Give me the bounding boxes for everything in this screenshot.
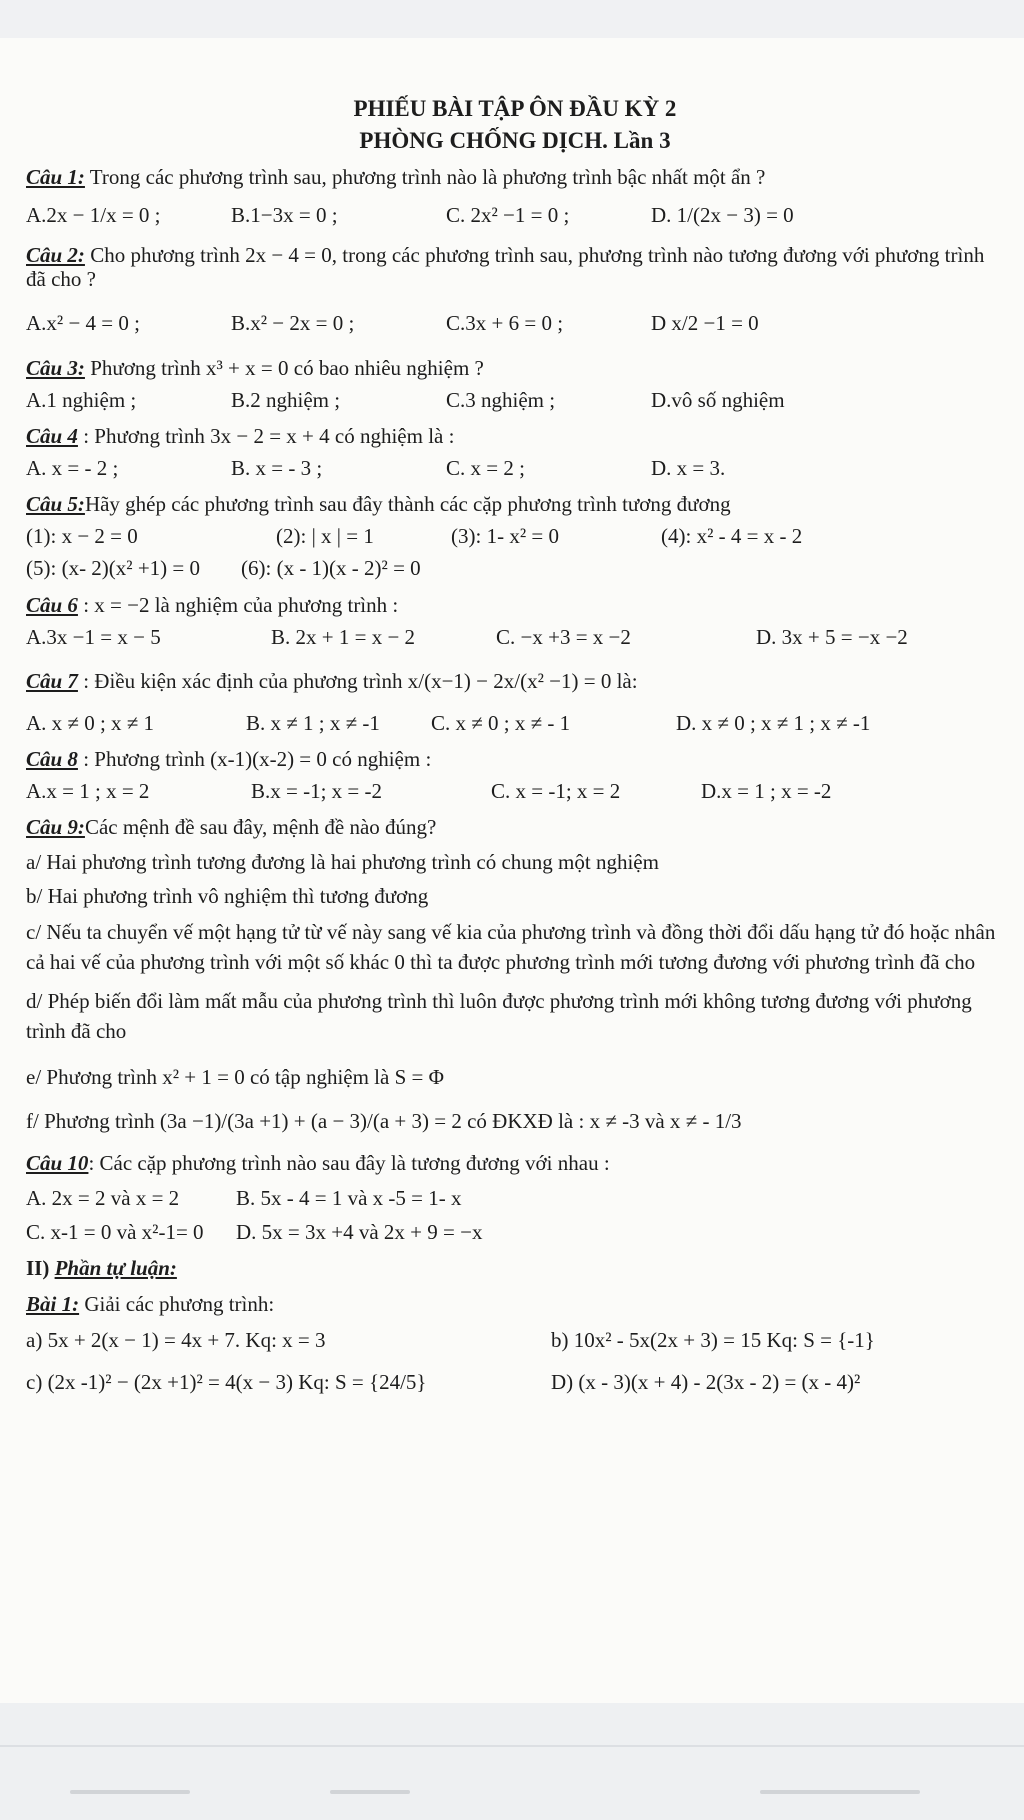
question-9: [26, 815, 1004, 1133]
option-d: D. x ≠ 0 ; x ≠ 1 ; x ≠ -1: [676, 710, 871, 735]
equation-5: (5): (x- 2)(x² +1) = 0: [26, 556, 201, 581]
option-b: B. 5x - 4 = 1 và x -5 = 1- x: [236, 1185, 462, 1210]
question-8: [26, 747, 1004, 803]
option-a: A. 2x = 2 và x = 2: [26, 1185, 180, 1210]
option-a: A.x² − 4 = 0 ;: [26, 311, 140, 336]
question-label: Câu 10: [26, 1151, 89, 1176]
top-bar: [0, 0, 1024, 38]
equation-c: c) (2x -1)² − (2x +1)² = 4(x − 3) Kq: S = {24/5}: [26, 1370, 427, 1395]
equation-4: (4): x² - 4 = x - 2: [661, 524, 803, 549]
question-text: Các mệnh đề sau đây, mệnh đề nào đúng?: [84, 815, 437, 840]
option-d: D. 5x = 3x +4 và 2x + 9 = −x: [236, 1219, 483, 1244]
options: [26, 625, 1004, 649]
question-4: [26, 424, 1004, 480]
question-3: [26, 356, 1004, 412]
option-d: D x/2 −1 = 0: [651, 311, 759, 336]
question-7: [26, 669, 1004, 735]
question-text: Trong các phương trình sau, phương trình nào là phương trình bậc nhất một ẩn ?: [84, 164, 766, 189]
question-label: Câu 2:: [26, 243, 85, 268]
question-label: Câu 7: [26, 668, 78, 693]
question-text: : Điều kiện xác định của phương trình x/(x−1) − 2x/(x² −1) = 0 là:: [77, 668, 638, 693]
equation-a: a) 5x + 2(x − 1) = 4x + 7. Kq: x = 3: [26, 1328, 326, 1353]
options: [26, 779, 1004, 803]
option-a: A. x = - 2 ;: [26, 456, 119, 480]
question-label: Câu 1:: [26, 164, 85, 189]
exercise-text: Giải các phương trình:: [79, 1291, 275, 1316]
option-c: C. x ≠ 0 ; x ≠ - 1: [431, 710, 571, 735]
question-text: : x = −2 là nghiệm của phương trình :: [77, 592, 399, 617]
options: [26, 311, 1004, 335]
options-row: [26, 1186, 1004, 1210]
equation-row: [26, 524, 1004, 548]
statement-a: a/ Hai phương trình tương đương là hai phương trình có chung một nghiệm: [26, 849, 659, 874]
question-label: Câu 4: [26, 423, 78, 448]
option-b: B.1−3x = 0 ;: [231, 203, 338, 228]
option-d: D.vô số nghiệm: [651, 387, 785, 412]
option-d: D. x = 3.: [651, 456, 726, 480]
question-label: Câu 8: [26, 747, 78, 772]
options-row: [26, 1220, 1004, 1244]
question-label: Câu 5:: [26, 492, 85, 517]
question-5: [26, 492, 1004, 580]
option-a: A. x ≠ 0 ; x ≠ 1: [26, 710, 155, 735]
option-c: C. −x +3 = x −2: [496, 624, 631, 649]
section-title: Phần tự luận:: [54, 1255, 177, 1280]
question-10: [26, 1151, 1004, 1243]
equation-3: (3): 1- x² = 0: [451, 524, 559, 549]
equations-row: [26, 1370, 1004, 1394]
question-label: Câu 9:: [26, 815, 85, 840]
option-c: C. 2x² −1 = 0 ;: [446, 203, 570, 228]
page-title: PHIẾU BÀI TẬP ÔN ĐẦU KỲ 2: [353, 96, 677, 121]
option-b: B. x ≠ 1 ; x ≠ -1: [246, 710, 380, 735]
options: [26, 711, 1004, 735]
equations-row: [26, 1328, 1004, 1352]
option-a: A.2x − 1/x = 0 ;: [26, 203, 161, 228]
option-c: C. x = 2 ;: [446, 456, 525, 480]
statement-e: e/ Phương trình x² + 1 = 0 có tập nghiệm là S = Φ: [26, 1065, 444, 1090]
options: [26, 456, 1004, 480]
option-d: D. 1/(2x − 3) = 0: [651, 203, 794, 228]
question-1: [26, 165, 1004, 227]
options: [26, 203, 1004, 227]
option-c: C. x-1 = 0 và x²-1= 0: [26, 1219, 204, 1244]
question-text: : Phương trình (x-1)(x-2) = 0 có nghiệm :: [77, 747, 432, 772]
question-text: Cho phương trình 2x − 4 = 0, trong các phương trình sau, phương trình nào tương đương với phương trình đã cho ?: [26, 243, 985, 292]
option-b: B. 2x + 1 = x − 2: [271, 624, 416, 649]
exercise-label: Bài 1:: [26, 1291, 80, 1316]
option-d: D. 3x + 5 = −x −2: [756, 624, 908, 649]
option-c: C. x = -1; x = 2: [491, 779, 621, 804]
equation-1: (1): x − 2 = 0: [26, 524, 138, 549]
option-a: A.3x −1 = x − 5: [26, 624, 161, 649]
equation-row: [26, 556, 1004, 580]
option-c: C.3x + 6 = 0 ;: [446, 311, 564, 336]
equation-b: b) 10x² - 5x(2x + 3) = 15 Kq: S = {-1}: [551, 1328, 875, 1353]
cut-off-text: [330, 1790, 410, 1794]
options: [26, 388, 1004, 412]
option-b: B.x = -1; x = -2: [251, 779, 383, 804]
option-c: C.3 nghiệm ;: [446, 387, 556, 412]
section-heading: [26, 1256, 1004, 1280]
cut-off-text: [760, 1790, 920, 1794]
option-d: D.x = 1 ; x = -2: [701, 779, 832, 804]
statement-b: b/ Hai phương trình vô nghiệm thì tương đương: [26, 883, 429, 908]
statement-f: f/ Phương trình (3a −1)/(3a +1) + (a − 3)/(a + 3) = 2 có ĐKXĐ là : x ≠ -3 và x ≠ - 1/3: [26, 1109, 742, 1134]
question-6: [26, 593, 1004, 649]
divider: [0, 1745, 1024, 1747]
question-label: Câu 3:: [26, 355, 85, 380]
question-text: : Phương trình 3x − 2 = x + 4 có nghiệm là :: [77, 423, 455, 448]
option-a: A.x = 1 ; x = 2: [26, 779, 150, 804]
question-text: : Các cặp phương trình nào sau đây là tương đương với nhau :: [88, 1151, 610, 1176]
option-a: A.1 nghiệm ;: [26, 387, 137, 412]
equation-d: D) (x - 3)(x + 4) - 2(3x - 2) = (x - 4)²: [551, 1370, 861, 1395]
worksheet-content: [26, 96, 1004, 1394]
statement-d: d/ Phép biến đổi làm mất mẫu của phương trình thì luôn được phương trình mới không tương đương với phương trình đã cho: [26, 989, 972, 1044]
exercise-1: [26, 1292, 1004, 1394]
bottom-band: [0, 1703, 1024, 1820]
option-b: B.2 nghiệm ;: [231, 387, 341, 412]
option-b: B.x² − 2x = 0 ;: [231, 311, 355, 336]
page-subtitle: PHÒNG CHỐNG DỊCH. Lần 3: [359, 128, 671, 154]
equation-6: (6): (x - 1)(x - 2)² = 0: [241, 556, 421, 581]
question-text: Hãy ghép các phương trình sau đây thành các cặp phương trình tương đương: [84, 492, 731, 517]
section-prefix: II): [26, 1255, 55, 1280]
question-label: Câu 6: [26, 592, 78, 617]
question-2: [26, 243, 1004, 335]
question-text: Phương trình x³ + x = 0 có bao nhiêu nghiệm ?: [84, 355, 484, 380]
statement-c: c/ Nếu ta chuyển vế một hạng tử từ vế này sang vế kia của phương trình và đồng thời đổi dấu hạng tử đó hoặc nhân cả hai vế của phương trình với một số khác 0 thì ta được phương trình mới tương đương với phương trình đã cho: [26, 919, 996, 974]
cut-off-text: [70, 1790, 190, 1794]
equation-2: (2): | x | = 1: [276, 524, 374, 549]
option-b: B. x = - 3 ;: [231, 456, 323, 480]
